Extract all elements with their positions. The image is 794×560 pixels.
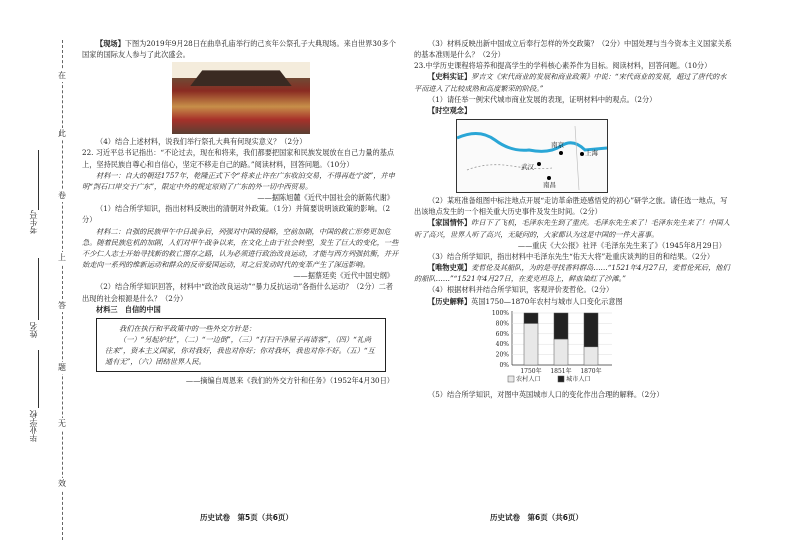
field-exam-number-line (38, 150, 39, 210)
patriotism-text: 昨日下了飞机，毛泽东先生到了重庆。毛泽东先生来了！毛泽东先生来了！中国人听了高兴，世界人听了高兴，无疑问的，大家都认为这是中国的一件大喜事。 (414, 218, 730, 239)
materialism-text: 麦哲伦及其船队，为的是寻找香料群岛……“1521年4月27日，麦哲伦死后，他们的船队……”“1521年4月27日，在麦克坦岛上，鲜血染红了沙滩。” (414, 263, 730, 284)
china-map (456, 119, 608, 193)
question-23-2: （2）某班准备组图中标注地点开展“走访革命胜迹感悟党的初心”研学之旅。请任选一地点，写出该地点发生的一个相关重大历史事件及发生时间。（2分） (414, 196, 728, 217)
y-tick-label: 20% (495, 351, 509, 359)
material-3-title: 材料三 自信的中国 (96, 304, 161, 314)
evidence-tag: 【史料实证】 (428, 72, 472, 82)
y-tick-label: 60% (495, 330, 509, 338)
temple-roof (190, 70, 292, 86)
legend-swatch (558, 376, 564, 382)
bar-城市人口 (584, 313, 598, 347)
question-23-4: （4）根据材料并结合所学知识，客观评价麦哲伦。（2分） (428, 285, 614, 295)
field-school-label: 毕业学校 (29, 410, 38, 442)
bar-农村人口 (524, 323, 538, 365)
patriotism-tag: 【家国情怀】 (428, 218, 472, 228)
x-tick-label: 1851年 (550, 367, 572, 375)
field-name-line (38, 258, 39, 320)
wuhan-marker (537, 162, 541, 166)
y-tick-label: 100% (491, 309, 509, 317)
quote-line: （一）“另起炉灶”，（二）“一边倒”，（三）“打扫干净屋子再请客”，（四）“礼尚往来”，资本主义国家，你对我好，我也对你好；你对我坏，我也对你不好。（五）“互通有无”，（六）团结世界人民。 (105, 334, 375, 367)
bar-城市人口 (554, 313, 568, 339)
patriotism-source: ——重庆《大公报》社评《毛泽东先生来了》（1945年8月29日） (517, 240, 726, 250)
material-1: 材料一：自大的朝廷1757年，乾隆正式下令“将来止许在广东收泊交易，不得再赴宁波”，并申明“剀石口岸交于广东”，限定中外的规定原则了广东的外一切中西贸易。 (82, 170, 395, 191)
legend-label: 城市人口 (566, 375, 591, 383)
population-chart-svg (414, 307, 714, 389)
question-22-stem: 22. 习近平总书记指出：“不论过去，现在和将来，我们都要把国家和民族发展放在自己力量的基点上，坚持民族自尊心和自信心，坚定不移走自己的路。”阅读材料，回答问题。（10分） (82, 148, 395, 169)
question-23-5: （5）结合所学知识，对图中英国城市人口的变化作出合理的解释。（2分） (428, 389, 664, 399)
shanghai-marker (580, 152, 584, 156)
page-6-column (414, 38, 732, 400)
field-school-line (38, 350, 39, 408)
scene-text: 下图为2019年9月28日在曲阜孔庙举行的己亥年公祭孔子大典现场。来自世界30多个国家的国际友人参与了此次盛会。 (82, 39, 396, 60)
question-22-3: （3）材料反映出新中国成立后奉行怎样的外交政策？（2分）中国处理与当今资本主义国家关系的基本准则是什么？（2分） (414, 39, 732, 60)
margin-char: 在 (56, 70, 68, 82)
interpretation-text: 英国1750—1870年农村与城市人口变化示意图 (471, 296, 623, 306)
time-space-tag: 【时空观念】 (428, 105, 472, 115)
question-22-4: （4）结合上述材料，说我们举行祭孔大典有何现实意义？（2分） (96, 137, 307, 147)
bar-农村人口 (584, 346, 598, 364)
page-5-footer: 历史试卷 第5页（共6页） (200, 513, 293, 522)
binding-dashed-line (62, 40, 63, 540)
field-name-label: 姓名 (29, 322, 38, 338)
bar-农村人口 (554, 339, 568, 365)
material-1-source: ——据陈旭麓《近代中国社会的新陈代谢》 (257, 193, 394, 203)
question-23-3: （3）结合所学知识，指出材料中毛泽东先生“佑天大将”赴重庆谈判的目的和结果。（2分） (428, 251, 715, 261)
binding-margin (0, 0, 92, 560)
legend-label: 农村人口 (516, 375, 541, 383)
x-tick-label: 1750年 (520, 367, 542, 375)
evidence-text: 罗吉文《宋代商业的发展和商业政策》中说：“宋代商业的发展，超过了唐代的水平而进入了比较成熟和高度繁荣的阶段。” (414, 72, 727, 93)
y-tick-label: 0% (499, 361, 509, 369)
question-22-2: （2）结合所学知识回答，材料中“政治改良运动”“暴力反抗运动”各指什么运动？（2分）二者出现的社会根源是什么？（2分） (82, 282, 393, 303)
material-2-source: ——据蔡廷奕《近代中国史纲》 (293, 271, 394, 281)
map-label-nanjing: 南京 (551, 141, 564, 150)
legend-swatch (508, 376, 514, 382)
interpretation-tag: 【历史解释】 (428, 296, 472, 306)
margin-char: 答 (56, 300, 68, 312)
map-label-shanghai: 上海 (585, 149, 598, 158)
scene-tag: 【现场】 (96, 39, 125, 48)
y-tick-label: 40% (495, 340, 509, 348)
map-label-wuhan: 武汉 (521, 163, 534, 172)
population-chart (414, 307, 714, 389)
page-6-footer: 历史试卷 第6页（共6页） (490, 513, 583, 522)
margin-char: 题 (56, 362, 68, 374)
material-3-quote-box (96, 318, 386, 373)
x-tick-label: 1870年 (580, 367, 602, 375)
page-5-column (82, 38, 400, 387)
bar-城市人口 (524, 313, 538, 323)
material-2: 材料二：自强的民族甲午中日战争后，列强对中国的侵略，空前加剧，中国的救亡形势更加危急。随着民族危机的加剧，人们对甲午战争以来，在文化上由于社会转型，发生了巨大的变化，一些不少仁人志士开始寻找新的救亡图存之路，认为必须进行政治改良运动，才能与西方列强抗衡，并开始走向一系列的维新运动和群众的反帝爱国运动，对之后发动时代的变革产生了深远影响。 (82, 226, 399, 270)
field-exam-number-label: 考生号 (29, 210, 38, 234)
question-23-1: （1）请任举一例宋代城市商业发展的表现，证明材料中的观点。（2分） (428, 94, 657, 104)
y-tick-label: 80% (495, 320, 509, 328)
coast-line (575, 126, 579, 190)
margin-char: 上 (56, 252, 68, 264)
materialism-tag: 【唯物史观】 (428, 263, 472, 273)
margin-char: 无 (56, 418, 68, 430)
ceremony-photo (172, 62, 310, 134)
question-23-stem: 23.中学历史课程将培养和提高学生的学科核心素养作为目标。阅读材料，回答问题。（10分） (414, 61, 712, 71)
margin-char: 此 (56, 128, 68, 140)
question-22-1: （1）结合所学知识，指出材料反映出的清朝对外政策。（1分）并简要说明该政策的影响。（2分） (82, 204, 391, 225)
material-3-source: ——摘编自周恩来《我们的外交方针和任务》（1952年4月30日） (185, 376, 394, 386)
quote-line: 我们在执行和平政策中的一些外交方针是： (119, 323, 256, 333)
map-label-nanchang: 南昌 (543, 181, 556, 190)
margin-char: 效 (56, 478, 68, 490)
margin-char: 卷 (56, 190, 68, 202)
nanjing-marker (559, 151, 563, 155)
